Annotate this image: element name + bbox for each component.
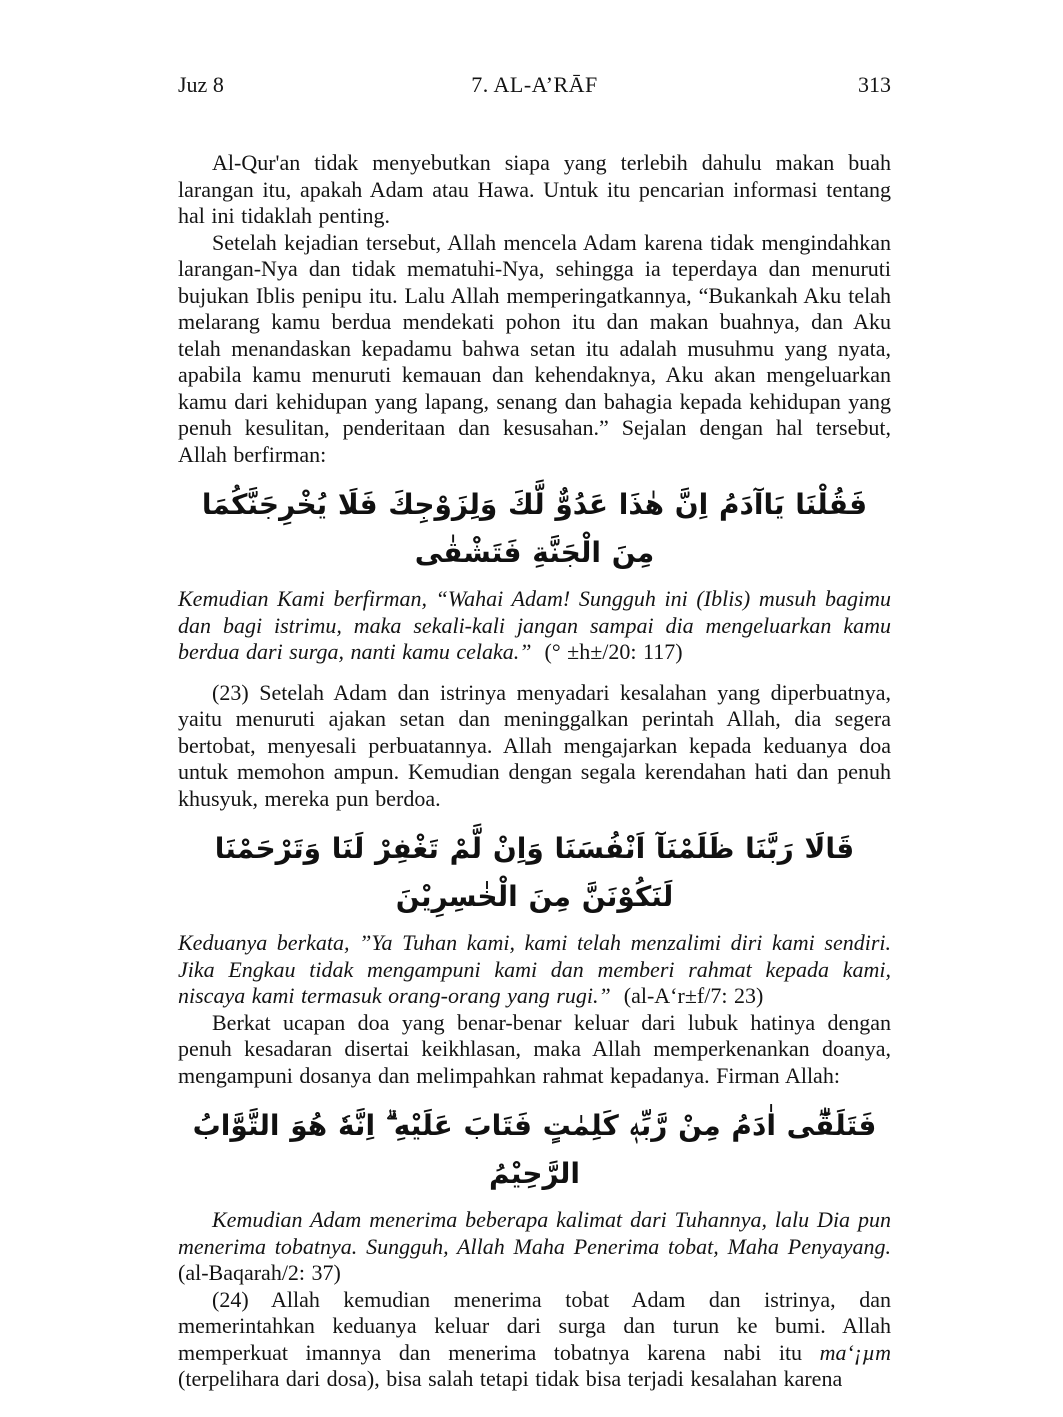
- translation-baqarah-37-text: Kemudian Adam menerima beberapa kalimat dari Tuhannya, lalu Dia pun menerima tobatnya. Sungguh, Allah Maha Penerima tobat, Maha Penyayang.: [178, 1207, 891, 1259]
- paragraph-24: [178, 1287, 891, 1393]
- arabic-verse-taha-117: فَقُلْنَا يَاآدَمُ اِنَّ هٰذَا عَدُوٌّ لَّكَ وَلِزَوْجِكَ فَلَا يُخْرِجَنَّكُمَا مِنَ الْجَنَّةِ فَتَشْقٰى: [201, 488, 868, 569]
- paragraph-intro: Al-Qur'an tidak menyebutkan siapa yang terlebih dahulu makan buah larangan itu, apakah Adam atau Hawa. Untuk itu pencarian informasi tentang hal ini tidaklah penting.: [178, 150, 891, 228]
- translation-taha-117-text: Kemudian Kami berfirman, “Wahai Adam! Sungguh ini (Iblis) musuh bagimu dan bagi istrimu, maka sekali-kali jangan sampai dia mengeluarkan kamu berdua dari surga, nanti kamu celaka.”: [178, 586, 891, 664]
- verse-reference-araf: (al-A‘r±f/7: 23): [623, 983, 764, 1008]
- paragraph-berkat-ucapan: Berkat ucapan doa yang benar-benar keluar dari lubuk hatinya dengan penuh kesadaran disertai keikhlasan, maka Allah memperkenankan doanya, mengampuni dosanya dan melimpahkan rahmat kepadanya. Firman Allah:: [178, 1009, 891, 1088]
- page-header: [178, 72, 891, 98]
- page-number: 313: [858, 72, 891, 97]
- translation-taha-117: [178, 586, 891, 666]
- page-body: [178, 150, 891, 1393]
- paragraph-24-part1: (24) Allah kemudian menerima tobat Adam dan istrinya, dan memerintahkan keduanya keluar dari surga dan turun ke bumi. Allah memperkuat imannya dan menerima tobatnya karena nabi itu: [178, 1286, 891, 1365]
- paragraph-setelah-kejadian: Setelah kejadian tersebut, Allah mencela Adam karena tidak mengindahkan larangan-Nya dan tidak mematuhi-Nya, sehingga ia teperdaya dan menuruti bujukan Iblis penipu itu. Lalu Allah memperingatkannya, “Bukankah Aku telah melarang kamu berdua mendekati pohon itu dan makan buahnya, dan Aku telah menandaskan kepadamu bahwa setan itu adalah musuhmu yang nyata, apabila kamu menuruti kemauan dan kehendaknya, Aku akan mengeluarkan kamu dari kehidupan yang lapang, senang dan bahagia kepada kehidupan yang penuh kesulitan, penderitaan dan kesusahan.” Sejalan dengan hal tersebut, Allah berfirman:: [178, 229, 891, 467]
- paragraph-24-part2: (terpelihara dari dosa), bisa salah tetapi tidak bisa terjadi kesalahan karena: [178, 1366, 843, 1391]
- surah-title: 7. AL-A’RĀF: [471, 72, 598, 97]
- arabic-verse-araf-23: قَالَا رَبَّنَا ظَلَمْنَآ اَنْفُسَنَا وَاِنْ لَّمْ تَغْفِرْ لَنَا وَتَرْحَمْنَا لَنَكُوْنَنَّ مِنَ الْخٰسِرِيْنَ: [214, 832, 855, 913]
- verse-reference-baqarah: (al-Baqarah/2: 37): [178, 1260, 341, 1285]
- verse-reference-taha: (° ±h±/20: 117): [544, 639, 683, 664]
- paragraph-23: (23) Setelah Adam dan istrinya menyadari kesalahan yang diperbuatnya, yaitu menuruti ajakan setan dan meninggalkan perintah Allah, dia segera bertobat, menyesali perbuatannya. Allah mengajarkan kepada keduanya doa untuk memohon ampun. Kemudian dengan segala kerendahan hati dan penuh khusyuk, mereka pun berdoa.: [178, 679, 891, 811]
- arabic-verse-baqarah-37: فَتَلَقّٰٓى اٰدَمُ مِنْ رَّبِّهٖ كَلِمٰتٍ فَتَابَ عَلَيْهِ ۗ اِنَّهٗ هُوَ التَّوَّابُ الرَّحِيْمُ: [192, 1109, 877, 1190]
- paragraph-24-italic-term: ma‘¡µm: [819, 1339, 891, 1365]
- translation-baqarah-37: [178, 1207, 891, 1287]
- translation-araf-23: [178, 930, 891, 1010]
- juz-label: Juz 8: [178, 72, 224, 97]
- translation-araf-23-text: Keduanya berkata, ”Ya Tuhan kami, kami telah menzalimi diri kami sendiri. Jika Engkau tidak mengampuni kami dan memberi rahmat kepada kami, niscaya kami termasuk orang-orang yang rugi.”: [178, 930, 891, 1008]
